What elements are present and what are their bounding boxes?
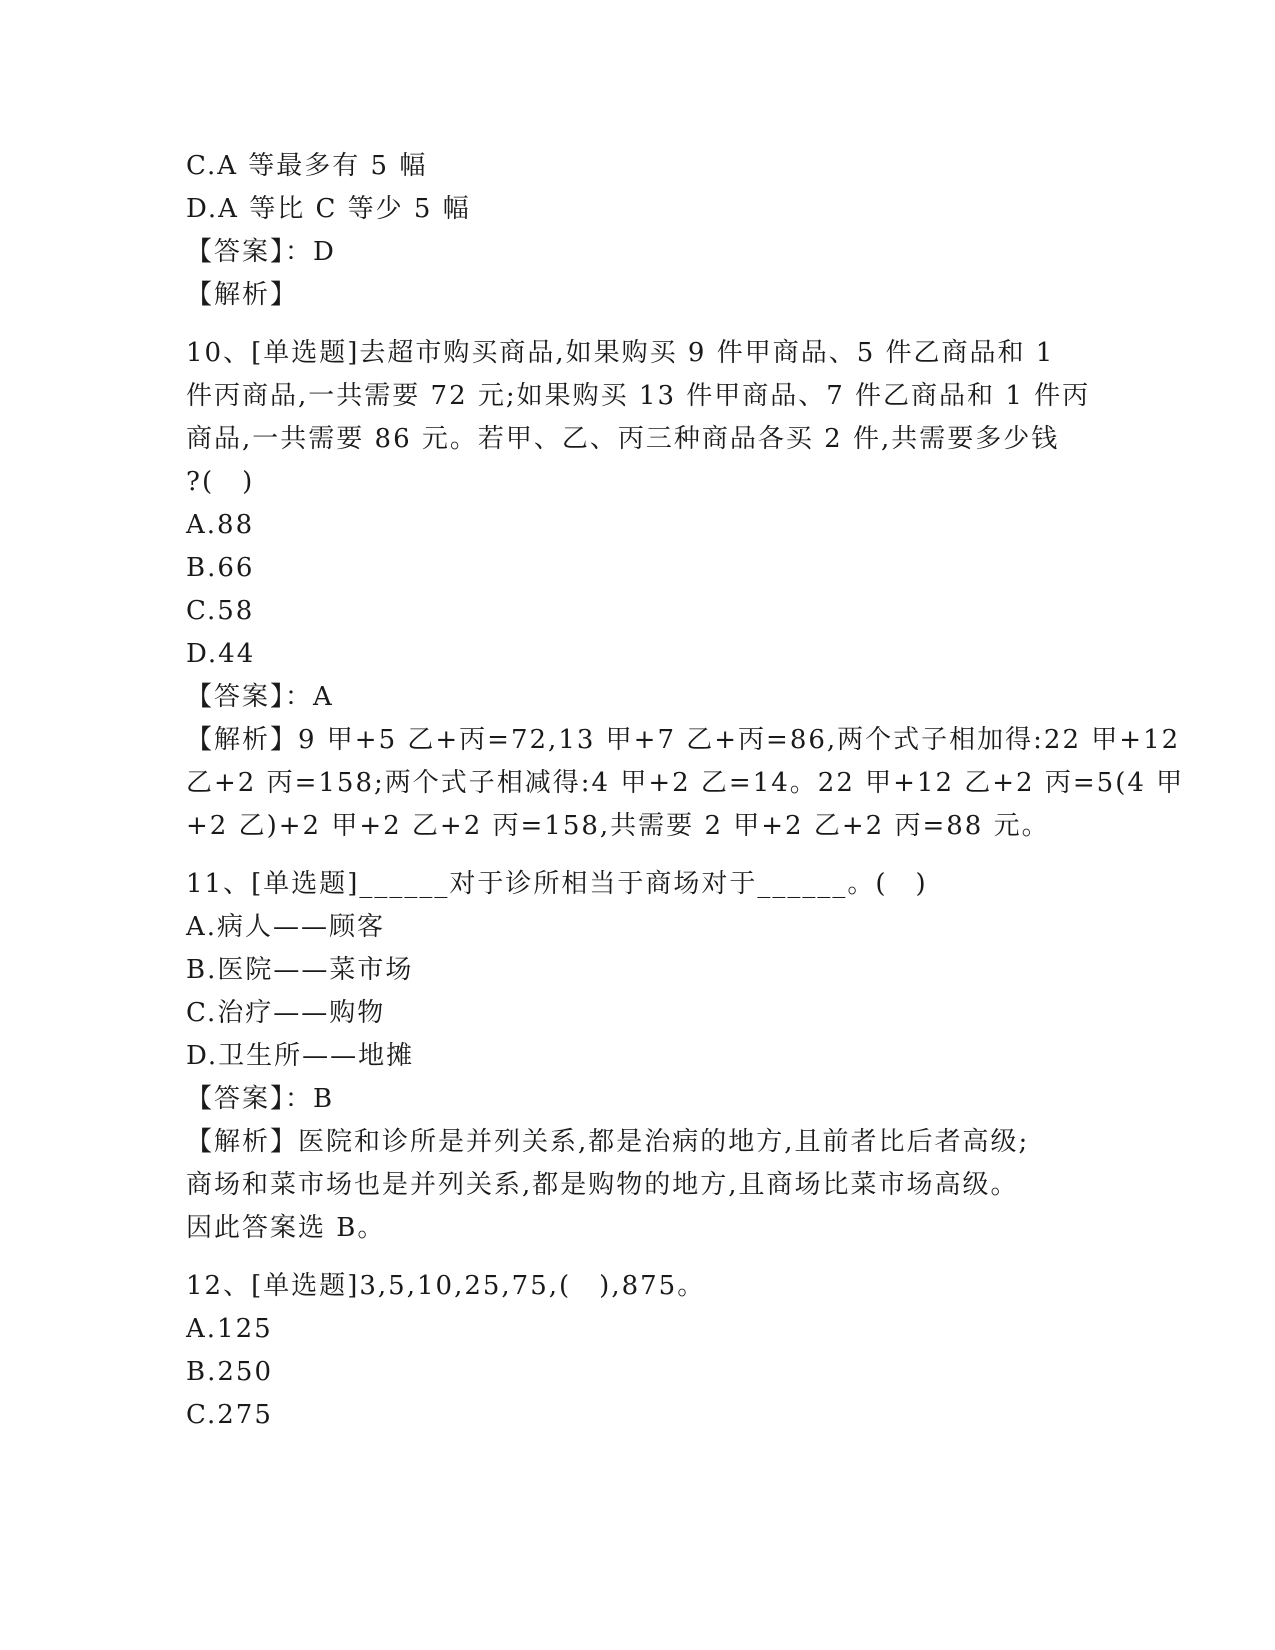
- option-a: A.125: [186, 1314, 273, 1344]
- answer-label: 【答案】：B: [186, 1084, 335, 1114]
- analysis-line: 因此答案选 B。: [186, 1213, 386, 1243]
- option-d: D.44: [186, 639, 256, 669]
- option-a: A.88: [186, 510, 255, 540]
- option-a: A.病人——顾客: [186, 912, 386, 942]
- option-c: C.58: [186, 596, 255, 626]
- option-b: B.250: [186, 1357, 273, 1387]
- option-c: C.275: [186, 1400, 273, 1430]
- question-stem: 12、[单选题]3,5,10,25,75,( ),875。: [186, 1271, 706, 1301]
- question-9-tail: [186, 145, 1086, 317]
- answer-label: 【答案】：A: [186, 682, 334, 712]
- section-gap: [186, 1250, 1086, 1265]
- question-stem: 11、[单选题]______对于诊所相当于商场对于______。( ): [186, 869, 928, 899]
- question-stem-line: 10、[单选题]去超市购买商品,如果购买 9 件甲商品、5 件乙商品和 1: [186, 338, 1055, 368]
- question-stem-line: 件丙商品,一共需要 72 元;如果购买 13 件甲商品、7 件乙商品和 1 件丙: [186, 381, 1091, 411]
- question-10: [186, 332, 1185, 848]
- analysis-label: 【解析】: [186, 280, 299, 310]
- question-stem-line: 商品,一共需要 86 元。若甲、乙、丙三种商品各买 2 件,共需要多少钱: [186, 424, 1060, 454]
- analysis-line: +2 乙)+2 甲+2 乙+2 丙=158,共需要 2 甲+2 乙+2 丙=88 元。: [186, 811, 1050, 841]
- question-stem-line: ?( ): [186, 467, 255, 497]
- question-11: [186, 863, 1086, 1250]
- question-12: [186, 1265, 1086, 1437]
- option-c: C.A 等最多有 5 幅: [186, 151, 428, 181]
- option-b: B.66: [186, 553, 255, 583]
- analysis-line: 乙+2 丙=158;两个式子相减得:4 甲+2 乙=14。22 甲+12 乙+2 丙=5(4 甲: [186, 768, 1185, 798]
- answer-label: 【答案】：D: [186, 237, 336, 267]
- analysis-line: 商场和菜市场也是并列关系,都是购物的地方,且商场比菜市场高级。: [186, 1170, 1019, 1200]
- section-gap: [186, 848, 1086, 863]
- section-gap: [186, 317, 1086, 332]
- option-b: B.医院——菜市场: [186, 955, 414, 985]
- analysis-line: 【解析】医院和诊所是并列关系,都是治病的地方,且前者比后者高级;: [186, 1127, 1030, 1157]
- document-content: [186, 145, 1185, 1437]
- analysis-line: 【解析】9 甲+5 乙+丙=72,13 甲+7 乙+丙=86,两个式子相加得:22 甲+12: [186, 725, 1181, 755]
- option-d: D.A 等比 C 等少 5 幅: [186, 194, 471, 224]
- option-c: C.治疗——购物: [186, 998, 386, 1028]
- option-d: D.卫生所——地摊: [186, 1041, 415, 1071]
